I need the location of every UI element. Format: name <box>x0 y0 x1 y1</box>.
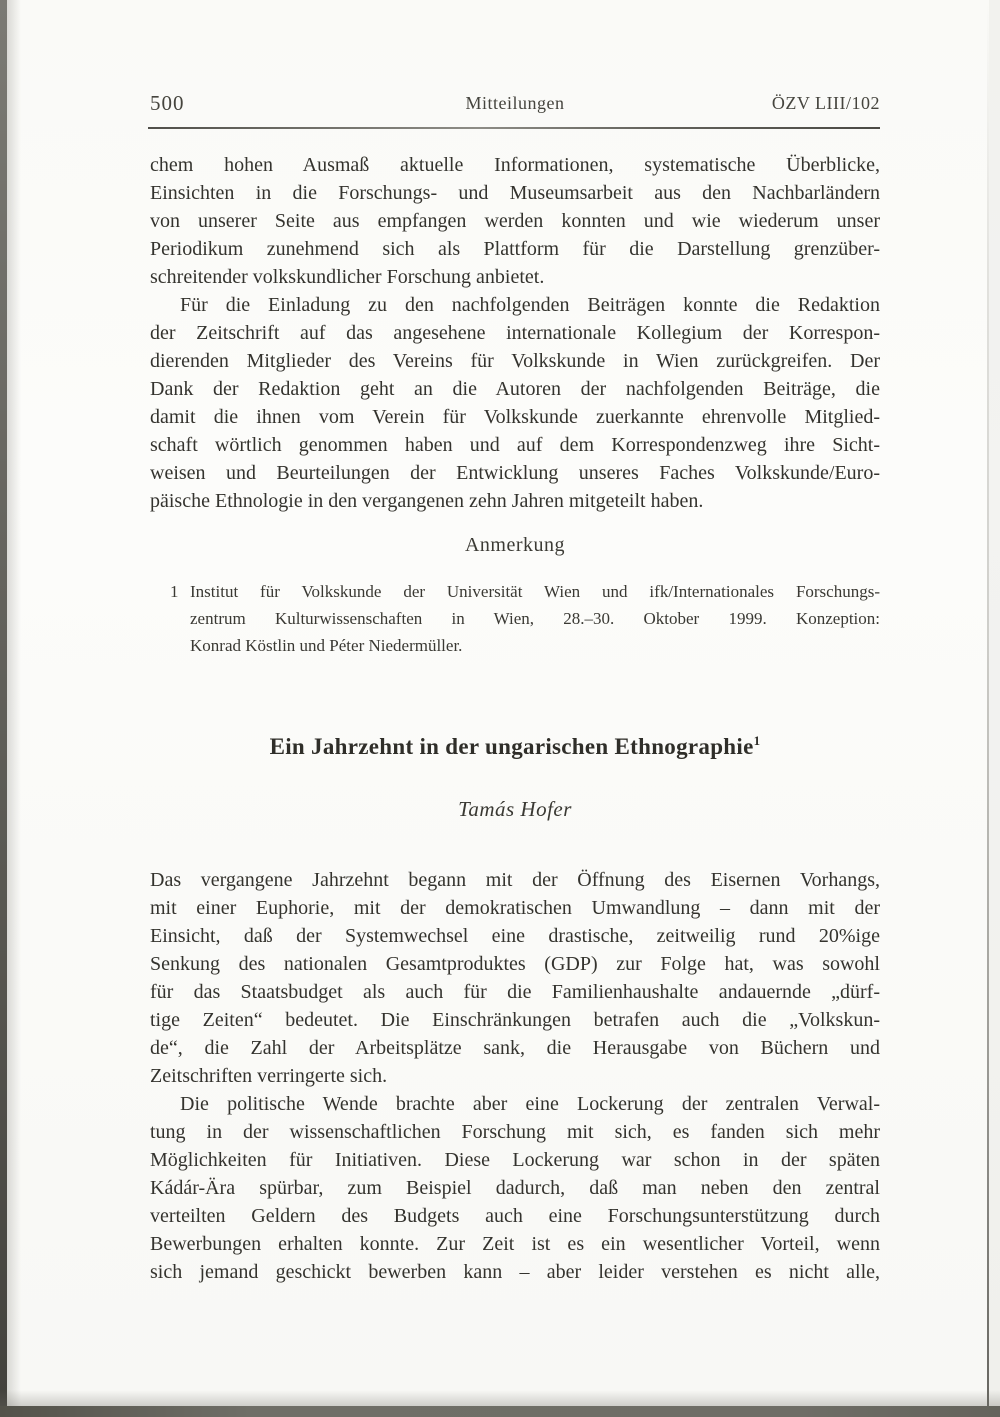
footnote-text <box>190 578 880 659</box>
text-line: Senkung des nationalen Gesamtproduktes (GDP) zur Folge hat, was sowohl <box>150 953 880 975</box>
text-line: schaft wörtlich genommen haben und auf dem Korrespondenzweg ihre Sicht- <box>150 434 880 456</box>
text-line: de“, die Zahl der Arbeitsplätze sank, die Herausgabe von Büchern und <box>150 1037 880 1059</box>
text-line: Konrad Köstlin und Péter Niedermüller. <box>190 636 463 655</box>
text-line: päische Ethnologie in den vergangenen zehn Jahren mitgeteilt haben. <box>150 490 704 512</box>
footnote-reference: 1 <box>753 733 761 748</box>
scan-bottom-edge-shadow <box>0 1390 1000 1406</box>
text-line: dierenden Mitglieder des Vereins für Volkskunde in Wien zurückgreifen. Der <box>150 350 880 372</box>
text-line: tung in der wissenschaftlichen Forschung mit sich, es fanden sich mehr <box>150 1121 880 1143</box>
text-line: weisen und Beurteilungen der Entwicklung unseres Faches Volkskunde/Euro- <box>150 462 880 484</box>
text-line: für das Staatsbudget als auch für die Familienhaushalte andauernde „dürf- <box>150 981 880 1003</box>
text-line: chem hohen Ausmaß aktuelle Informationen, systematische Überblicke, <box>150 154 880 176</box>
text-line: Zeitschriften verringerte sich. <box>150 1065 388 1087</box>
article-author: Tamás Hofer <box>458 797 572 821</box>
page-right-margin-shade <box>989 0 1000 1417</box>
scan-left-edge <box>0 0 7 1417</box>
body-paragraph <box>150 151 880 291</box>
running-head-section: Mitteilungen <box>465 93 565 113</box>
article-title <box>150 733 880 760</box>
text-line: Bewerbungen erhalten konnte. Zur Zeit ist es ein wesentlicher Vorteil, wenn <box>150 1233 880 1255</box>
text-line: Dank der Redaktion geht an die Autoren der nachfolgenden Beiträge, die <box>150 378 880 400</box>
text-line: der Zeitschrift auf das angesehene internationale Kollegium der Korrespon- <box>150 322 880 344</box>
text-line: Möglichkeiten für Initiativen. Diese Lockerung war schon in der späten <box>150 1149 880 1171</box>
body-paragraph <box>150 1090 880 1286</box>
header-rule <box>148 127 880 129</box>
text-line: Institut für Volkskunde der Universität Wien und ifk/Internationales Forschungs- <box>190 582 880 601</box>
text-line: tige Zeiten“ bedeutet. Die Einschränkungen betrafen auch die „Volkskun- <box>150 1009 880 1031</box>
page-header <box>150 93 880 121</box>
text-line: sich jemand geschickt bewerben kann – aber leider verstehen es nicht alle, <box>150 1261 880 1283</box>
scan-left-edge-shadow <box>7 0 21 1417</box>
running-head-journal: ÖZV LIII/102 <box>771 93 880 113</box>
text-line: Kádár-Ära spürbar, zum Beispiel dadurch, daß man neben den zentral <box>150 1177 880 1199</box>
text-line: mit einer Euphorie, mit der demokratischen Umwandlung – dann mit der <box>150 897 880 919</box>
article-title-text: Ein Jahrzehnt in der ungarischen Ethnographie <box>269 734 754 759</box>
scan-bottom-edge <box>0 1406 1000 1417</box>
body-paragraph <box>150 866 880 1090</box>
body-paragraph <box>150 291 880 515</box>
page-number: 500 <box>150 91 185 115</box>
text-line: von unserer Seite aus empfangen werden konnten und wie wiederum unser <box>150 210 880 232</box>
notes-heading: Anmerkung <box>464 534 566 556</box>
text-line: schreitender volkskundlicher Forschung anbietet. <box>150 266 545 288</box>
text-line: Das vergangene Jahrzehnt begann mit der Öffnung des Eisernen Vorhangs, <box>150 869 880 891</box>
text-line: zentrum Kulturwissenschaften in Wien, 28.–30. Oktober 1999. Konzeption: <box>190 609 880 628</box>
footnote-marker: 1 <box>170 582 179 601</box>
text-line: Die politische Wende brachte aber eine Lockerung der zentralen Verwal- <box>180 1093 880 1115</box>
text-line: Einsichten in die Forschungs- und Museumsarbeit aus den Nachbarländern <box>150 182 880 204</box>
text-line: Für die Einladung zu den nachfolgenden Beiträgen konnte die Redaktion <box>180 294 880 316</box>
text-line: damit die ihnen vom Verein für Volkskunde zuerkannte ehrenvolle Mitglied- <box>150 406 880 428</box>
footnote <box>150 578 880 659</box>
text-line: verteilten Geldern des Budgets auch eine Forschungsunterstützung durch <box>150 1205 880 1227</box>
text-line: Periodikum zunehmend sich als Plattform für die Darstellung grenzüber- <box>150 238 880 260</box>
text-line: Einsicht, daß der Systemwechsel eine drastische, zeitweilig rund 20%ige <box>150 925 880 947</box>
